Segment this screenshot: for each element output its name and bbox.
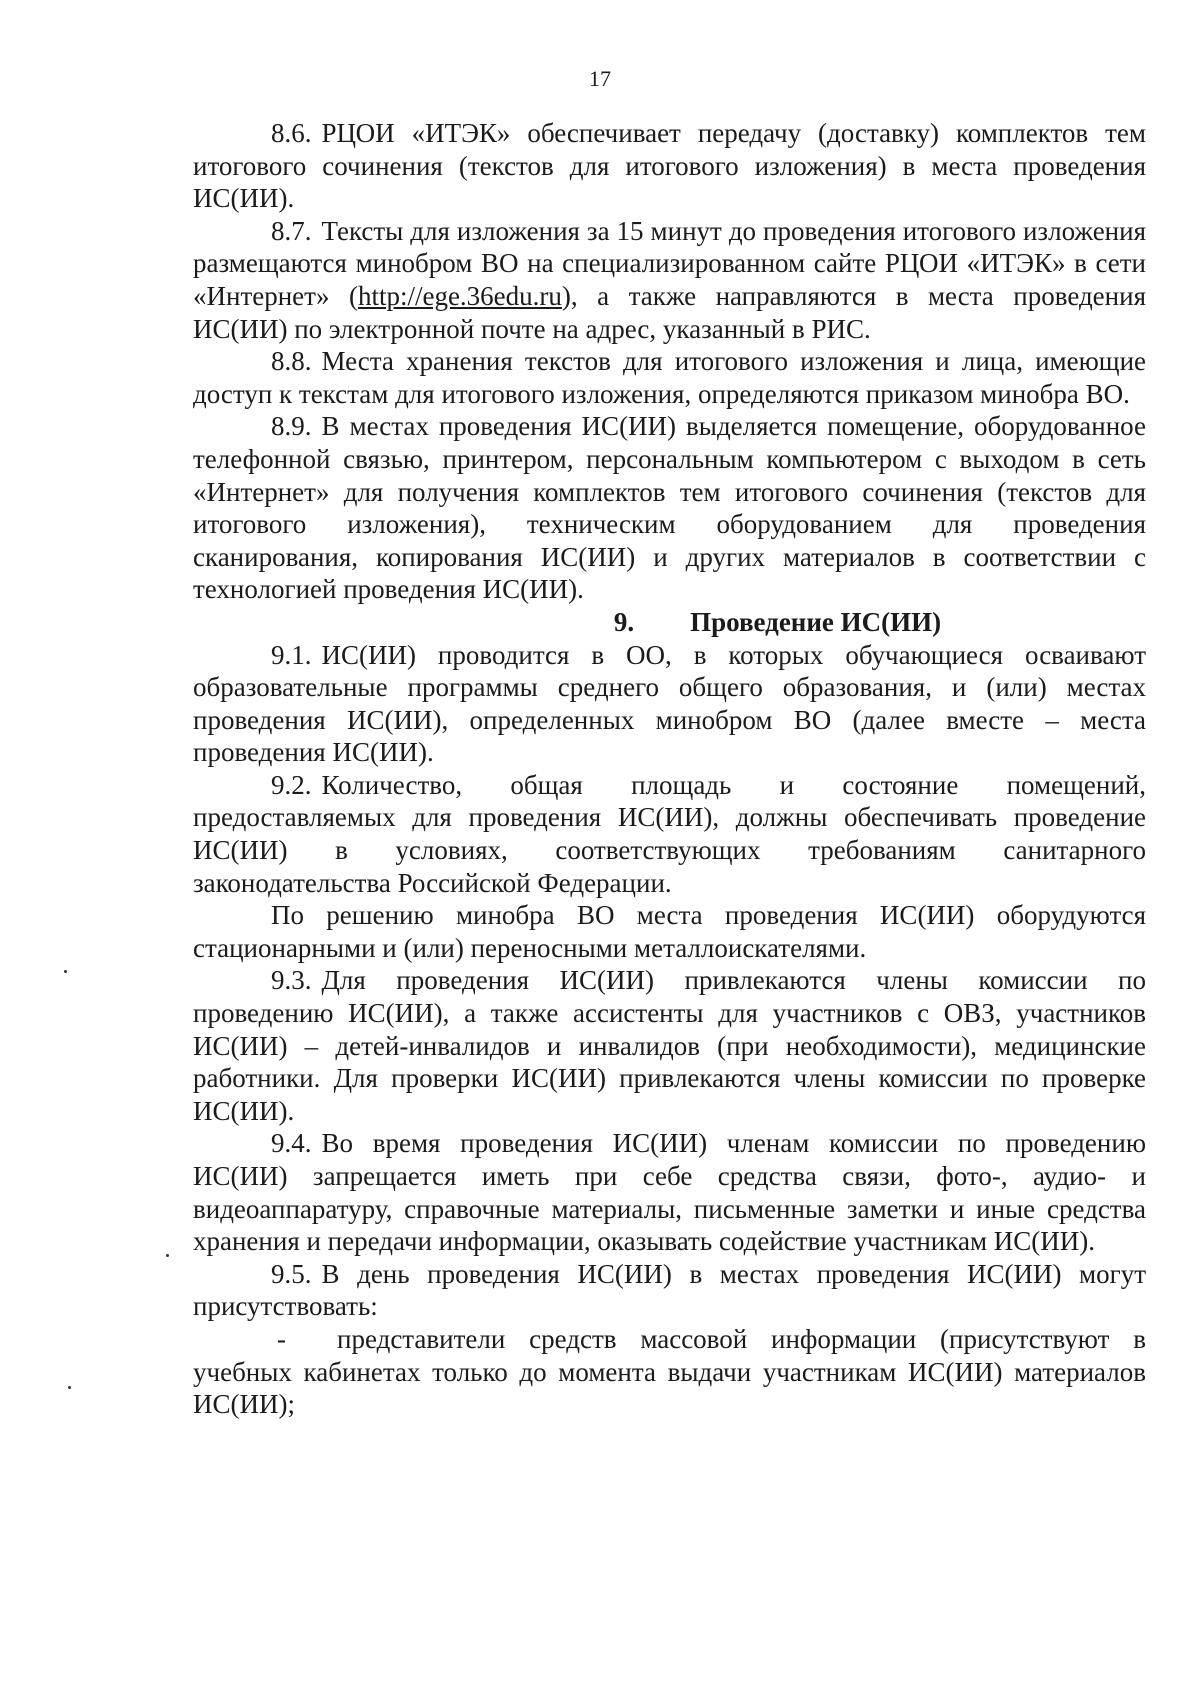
- paragraph-9-2: [193, 769, 1146, 899]
- paragraph-text: Для проведения ИС(ИИ) привлекаются члены комиссии по проведению ИС(ИИ), а также ассистенты для участников с ОВЗ, участников ИС(ИИ) – детей-инвалидов и инвалидов (при необходимости), медицинские работники. Для проверки ИС(ИИ) привлекаются члены комиссии по проверке ИС(ИИ).: [193, 965, 1146, 1126]
- paragraph-text: Места хранения текстов для итогового изложения и лица, имеющие доступ к текстам для итогового изложения, определяются приказом минобра ВО.: [193, 346, 1146, 409]
- paragraph-number: 9.3.: [271, 965, 312, 996]
- paragraph-9-5: [193, 1258, 1146, 1323]
- document-body: [193, 117, 1146, 1421]
- paragraph-text: Тексты для изложения за 15 минут до проведения итогового изложения размещаются минобром ВО на специализированном сайте РЦОИ «ИТЭК» в сети «Интернет» (: [193, 215, 1146, 311]
- paragraph-text: Во время проведения ИС(ИИ) членам комиссии по проведению ИС(ИИ) запрещается иметь при себе средства связи, фото-, аудио- и видеоаппаратуру, справочные материалы, письменные заметки и иные средства хранения и передачи информации, оказывать содействие участникам ИС(ИИ).: [193, 1128, 1146, 1257]
- paragraph-9-4: [193, 1127, 1146, 1257]
- paragraph-text: РЦОИ «ИТЭК» обеспечивает передачу (доставку) комплектов тем итогового сочинения (текстов для итогового изложения) в места проведения ИС(ИИ).: [193, 118, 1146, 214]
- website-link[interactable]: http://ege.36edu.ru: [357, 280, 562, 311]
- paragraph-8-7: [193, 215, 1146, 345]
- paragraph-8-6: [193, 117, 1146, 215]
- paragraph-text: Количество, общая площадь и состояние помещений, предоставляемых для проведения ИС(ИИ), должны обеспечивать проведение ИС(ИИ) в условиях, соответствующих требованиям санитарного законодательства Российской Федерации.: [193, 769, 1146, 898]
- paragraph-text: ИС(ИИ) проводится в ОО, в которых обучающиеся осваивают образовательные программы среднего общего образования, и (или) местах проведения ИС(ИИ), определенных минобром ВО (далее вместе – места проведения ИС(ИИ).: [193, 639, 1146, 768]
- scan-speck: [166, 1254, 169, 1257]
- paragraph-number: 8.8.: [271, 346, 312, 377]
- list-dash: -: [277, 1323, 286, 1354]
- paragraph-9-1: [193, 639, 1146, 769]
- paragraph-number: 8.9.: [271, 411, 312, 442]
- paragraph-number: 9.1.: [271, 639, 312, 670]
- paragraph-9-2-continued: [193, 899, 1146, 964]
- paragraph-text: В местах проведения ИС(ИИ) выделяется помещение, оборудованное телефонной связью, принтером, персональным компьютером с выходом в сеть «Интернет» для получения комплектов тем итогового сочинения (текстов для итогового изложения), техническим оборудованием для проведения сканирования, копирования ИС(ИИ) и других материалов в соответствии с технологией проведения ИС(ИИ).: [193, 411, 1146, 605]
- paragraph-number: 9.5.: [271, 1258, 312, 1289]
- scan-speck: [68, 1386, 71, 1389]
- paragraph-number: 9.2.: [271, 769, 312, 800]
- paragraph-number: 9.4.: [271, 1128, 312, 1159]
- page-number: 17: [589, 66, 611, 91]
- paragraph-9-3: [193, 964, 1146, 1127]
- paragraph-text: В день проведения ИС(ИИ) в местах проведения ИС(ИИ) могут присутствовать:: [193, 1258, 1146, 1322]
- paragraph-8-8: [193, 345, 1146, 410]
- list-item-text: представители средств массовой информации (присутствуют в учебных кабинетах только до момента выдачи участникам ИС(ИИ) материалов ИС(ИИ);: [193, 1323, 1146, 1420]
- paragraph-text: По решению минобра ВО места проведения ИС(ИИ) оборудуются стационарными и (или) переносными металлоискателями.: [193, 900, 1146, 963]
- list-item: [193, 1323, 1146, 1421]
- section-heading: [193, 606, 1146, 639]
- paragraph-text-continued: ), а также направляются в места проведения ИС(ИИ) по электронной почте на адрес, указанный в РИС.: [193, 280, 1146, 344]
- paragraph-number: 8.6.: [271, 118, 312, 148]
- section-title: Проведение ИС(ИИ): [690, 606, 942, 637]
- section-number: 9.: [613, 606, 635, 637]
- scan-speck: [64, 970, 67, 973]
- paragraph-number: 8.7.: [271, 215, 312, 246]
- paragraph-8-9: [193, 410, 1146, 606]
